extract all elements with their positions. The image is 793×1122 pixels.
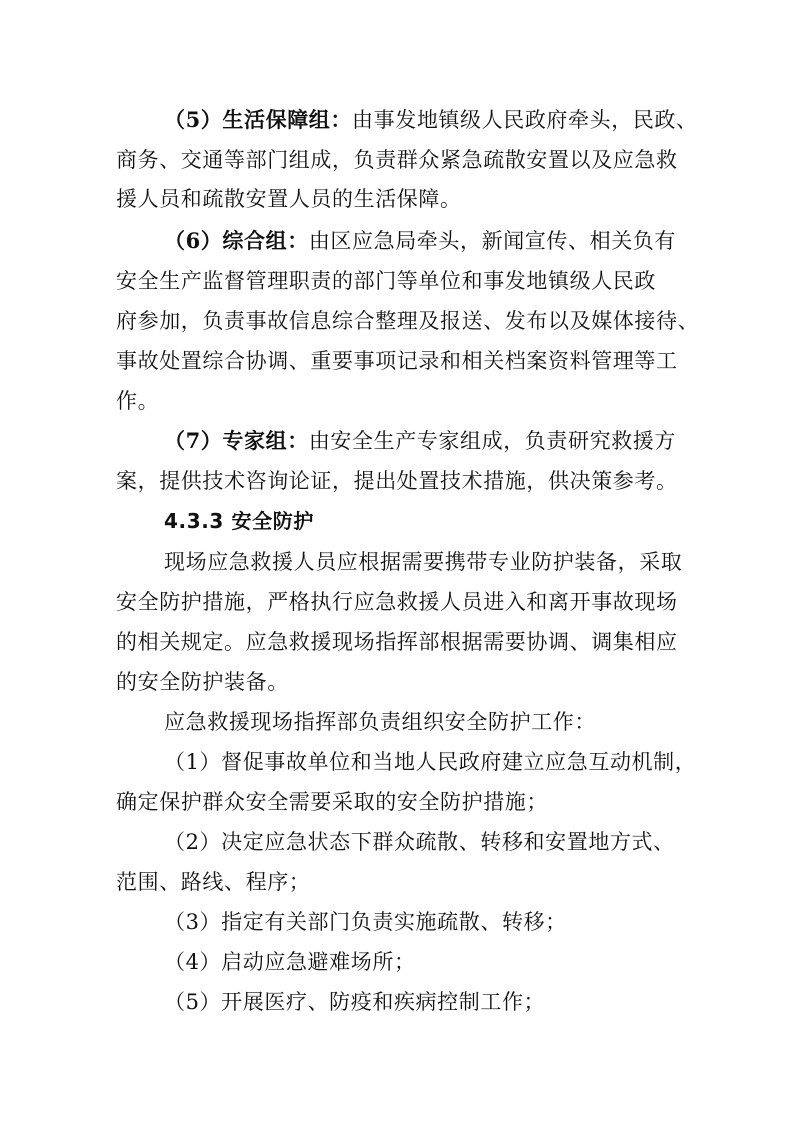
list-item-1-line-1: （1）督促事故单位和当地人民政府建立应急互动机制， xyxy=(164,750,697,774)
list-item-5: （5）开展医疗、防疫和疾病控制工作； xyxy=(164,990,546,1014)
paragraph-6-line-1 xyxy=(0,226,793,256)
body-1-line-3: 的相关规定。应急救援现场指挥部根据需要协调、调集相应 xyxy=(116,630,678,654)
body-1-line-1: 现场应急救援人员应根据需要携带专业防护装备，采取 xyxy=(164,550,683,574)
list-item-2-line-2: 范围、路线、程序； xyxy=(116,870,311,894)
paragraph-6-label: （6）综合组： xyxy=(164,228,309,253)
section-title: 安全防护 xyxy=(231,509,314,533)
paragraph-7-line-2: 案，提供技术咨询论证，提出处置技术措施，供决策参考。 xyxy=(116,469,678,493)
body-2-line-1: 应急救援现场指挥部负责组织安全防护工作： xyxy=(164,710,596,734)
list-item-1-line-2: 确定保护群众安全需要采取的安全防护措施； xyxy=(116,790,548,814)
body-1-line-4: 的安全防护装备。 xyxy=(116,670,289,694)
list-item-4: （4）启动应急避难场所； xyxy=(164,950,416,974)
paragraph-6-text: 由区应急局牵头，新闻宣传、相关负有 xyxy=(308,229,677,253)
paragraph-7-label: （7）专家组： xyxy=(164,428,309,453)
paragraph-5-line-1 xyxy=(0,105,793,135)
section-heading xyxy=(0,506,793,536)
paragraph-7-line-1 xyxy=(0,426,793,456)
paragraph-6-line-4: 事故处置综合协调、重要事项记录和相关档案资料管理等工 xyxy=(116,349,678,373)
paragraph-5-text: 由事发地镇级人民政府牵头，民政、 xyxy=(352,108,698,132)
paragraph-6-line-5: 作。 xyxy=(116,389,160,413)
paragraph-6-line-2: 安全生产监督管理职责的部门等单位和事发地镇级人民政 xyxy=(116,269,656,293)
paragraph-5-label: （5）生活保障组： xyxy=(164,107,353,132)
paragraph-5-line-2: 商务、交通等部门组成，负责群众紧急疏散安置以及应急救 xyxy=(116,148,678,172)
paragraph-5-line-3: 援人员和疏散安置人员的生活保障。 xyxy=(116,187,462,211)
body-1-line-2: 安全防护措施，严格执行应急救援人员进入和离开事故现场 xyxy=(116,590,678,614)
section-number: 4.3.3 xyxy=(164,509,224,533)
paragraph-7-text: 由安全生产专家组成，负责研究救援方 xyxy=(308,429,677,453)
list-item-3: （3）指定有关部门负责实施疏散、转移； xyxy=(164,910,567,934)
list-item-2-line-1: （2）决定应急状态下群众疏散、转移和安置地方式、 xyxy=(164,830,675,854)
paragraph-6-line-3: 府参加，负责事故信息综合整理及报送、发布以及媒体接待、 xyxy=(116,309,700,333)
